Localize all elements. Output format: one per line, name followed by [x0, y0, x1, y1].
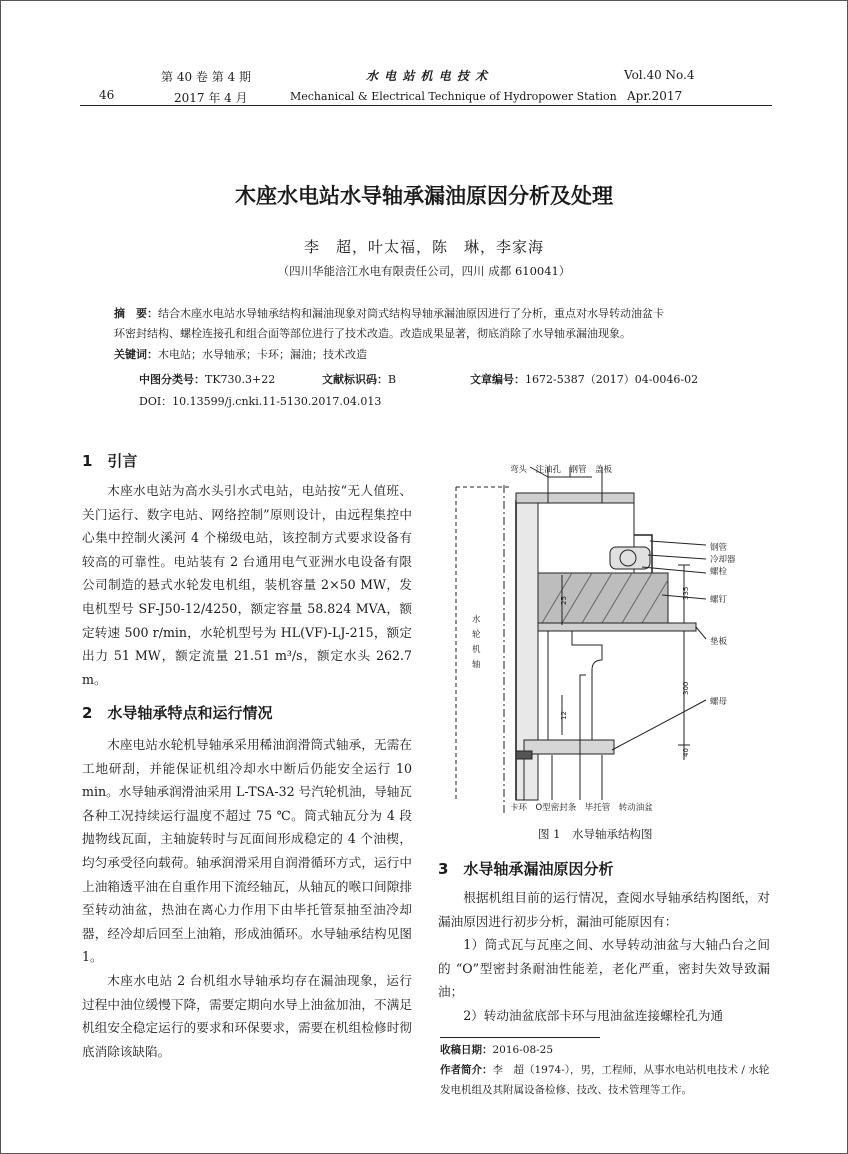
dim-335: 335: [682, 586, 690, 600]
header-journal-cn: 水 电 站 机 电 技 术: [366, 69, 489, 83]
article-no-value: 1672-5387（2017）04-0046-02: [525, 373, 699, 386]
header-page-number: 46: [99, 88, 115, 102]
section-3-paragraph: 根据机组目前的运行情况，查阅水导轴承结构图纸，对漏油原因进行初步分析，漏油可能原因有：: [438, 890, 770, 929]
figure-1-drawing: [452, 455, 752, 825]
article-title: 木座水电站水导轴承漏油原因分析及处理: [235, 184, 613, 208]
fig-label-bolt: 螺栓: [710, 567, 728, 577]
author-bio-2: 发电机组及其附属设备检修、技改、技术管理等工作。: [440, 1084, 692, 1096]
footnote-rule: [440, 1037, 600, 1038]
header-vol-en: Vol.40 No.4: [624, 68, 695, 82]
header-volume-issue: 第 40 卷 第 4 期: [161, 70, 251, 84]
author-label: 作者简介：: [440, 1064, 493, 1076]
abstract-text-2: 环密封结构、螺栓连接孔和组合面等部位进行了技术改造。改造成果显著，彻底消除了水导轴承漏油现象。: [114, 327, 631, 340]
header-journal-en: Mechanical & Electrical Technique of Hydropower Station: [290, 90, 617, 103]
keywords: 木电站；水导轴承；卡环；漏油；技术改造: [158, 348, 367, 361]
section-1-title: 1 引言: [82, 452, 138, 470]
doc-code-label: 文献标识码：: [322, 373, 388, 386]
section-2-paragraph-1: 木座电站水轮机导轴承采用稀油润滑筒式轴承，无需在工地研刮，并能保证机组冷却水中断后仍能安全运行 10 min。水导轴承润滑油采用 L-TSA-32 号汽轮机油，导轴瓦各种工况持续运行温度不超过 75 ℃。筒式轴瓦分为 4 段抛物线瓦面，主轴旋转时与瓦面间形成稳定的 4 个油楔，均匀承受径向载荷。轴承润滑采用自润滑循环方式，运行中上油箱透平油在自重作用下流经轴瓦，从轴瓦的喉口间隙排至转动油盆，热油在离心力作用下由毕托管泵抽至油冷却器，经冷却后回至上油箱，形成油循环。水导轴承结构见图 1。: [82, 737, 412, 965]
figure-1: [452, 455, 752, 825]
abstract-label: 摘 要：: [114, 307, 158, 320]
footnote-author-1: [440, 1060, 769, 1080]
header-rule: [80, 105, 772, 106]
fig-shaft-char-1: 水: [472, 615, 481, 625]
received-date: 2016-08-25: [492, 1044, 554, 1056]
received-label: 收稿日期：: [440, 1044, 493, 1056]
keywords-label: 关键词：: [114, 348, 158, 361]
rotating-oil-basin: [548, 631, 602, 745]
fig-label-screw: 螺钉: [710, 595, 728, 605]
clc-label: 中图分类号：: [139, 373, 205, 386]
dim-25: 25: [560, 596, 568, 605]
section-1-body: [82, 479, 412, 691]
author-bio-1: 李 超（1974-），男，工程师，从事水电站机电技术 / 水轮: [492, 1064, 770, 1076]
article-no-label: 文章编号：: [470, 373, 525, 386]
dim-300: 300: [682, 681, 690, 695]
fig-shaft-label: [472, 613, 484, 673]
section-3-body: [438, 886, 770, 1028]
fig-shaft-char-2: 轮: [472, 630, 481, 640]
fig-label-cooler: 冷却器: [710, 555, 736, 565]
fig-bottom-labels: 卡环 O型密封条 毕托管 转动油盆: [510, 803, 653, 813]
section-1-paragraph: 木座水电站为高水头引水式电站，电站按“无人值班、关门运行、数字电站、网络控制”原则设计，由远程集控中心集中控制火溪河 4 个梯级电站，该控制方式要求设备有较高的可靠性。电站装有 2 台通用电气亚洲水电设备有限公司制造的悬式水轮发电机组，装机容量 2×50 MW，发电机型号 SF-J50-12/4250，额定容量 58.824 MVA，额定转速 500 r/min，水轮机型号为 HL(VF)-LJ-215，额定出力 51 MW，额定流量 21.51 m³/s，额定水头 262.7 m。: [82, 483, 412, 687]
abstract-line-1: [114, 304, 664, 324]
section-2-paragraph-2: 木座水电站 2 台机组水导轴承均存在漏油现象，运行过程中油位缓慢下降，需要定期向水导上油盆加油，不满足机组安全稳定运行的要求和环保要求，需要在机组检修时彻底消除该缺陷。: [82, 972, 412, 1059]
leader-pad: [696, 627, 706, 639]
clc-line: [139, 370, 275, 390]
fig-label-nut: 螺母: [710, 697, 728, 707]
dim-12: 12: [560, 711, 568, 720]
header-date-cn: 2017 年 4 月: [174, 91, 248, 105]
section-3-title: 3 水导轴承漏油原因分析: [438, 860, 614, 878]
section-3-item-1: 1）筒式瓦与瓦座之间、水导转动油盆与大轴凸台之间的 “O”型密封条耐油性能差，老化严重，密封失效导致漏油；: [438, 937, 770, 1000]
snap-ring: [516, 751, 532, 759]
leader-cooler: [648, 555, 706, 559]
section-3-item-2: 2）转动油盆底部卡环与甩油盆连接螺栓孔为通: [463, 1007, 724, 1023]
article-authors: 李 超，叶太福，陈 琳，李家海: [303, 238, 544, 256]
fig-shaft-char-4: 轴: [472, 660, 481, 670]
section-2-title: 2 水导轴承特点和运行情况: [82, 704, 273, 722]
leader-nut: [612, 700, 706, 750]
fig-label-pad: 垫板: [710, 637, 728, 647]
section-2-body: [82, 733, 412, 1063]
keywords-line: [114, 345, 367, 365]
figure-1-caption: 图 1 水导轴承结构图: [538, 827, 653, 841]
leader-pipe: [650, 541, 706, 545]
footnote-received: [440, 1040, 553, 1060]
doc-code-value: B: [388, 373, 397, 386]
dim-40: 40: [682, 748, 690, 757]
article-no-line: [470, 370, 698, 390]
abstract-text-1: 结合木座水电站水导轴承结构和漏油现象对筒式结构导轴承漏油原因进行了分析，重点对水导转动油盆卡: [158, 307, 664, 320]
cover-plate: [516, 493, 634, 503]
fig-top-labels: 弯头 注油孔 钢管 盖板: [510, 465, 613, 475]
doc-code-line: [322, 370, 396, 390]
doi: DOI：10.13599/j.cnki.11-5130.2017.04.013: [139, 395, 382, 408]
fig-shaft-char-3: 机: [472, 645, 481, 655]
clc-value: TK730.3+22: [205, 373, 276, 386]
article-affiliation: （四川华能涪江水电有限责任公司，四川 成都 610041）: [277, 264, 571, 278]
fig-label-pipe: 钢管: [710, 543, 728, 553]
basin-bottom: [524, 740, 614, 754]
header-date-en: Apr.2017: [627, 89, 683, 103]
